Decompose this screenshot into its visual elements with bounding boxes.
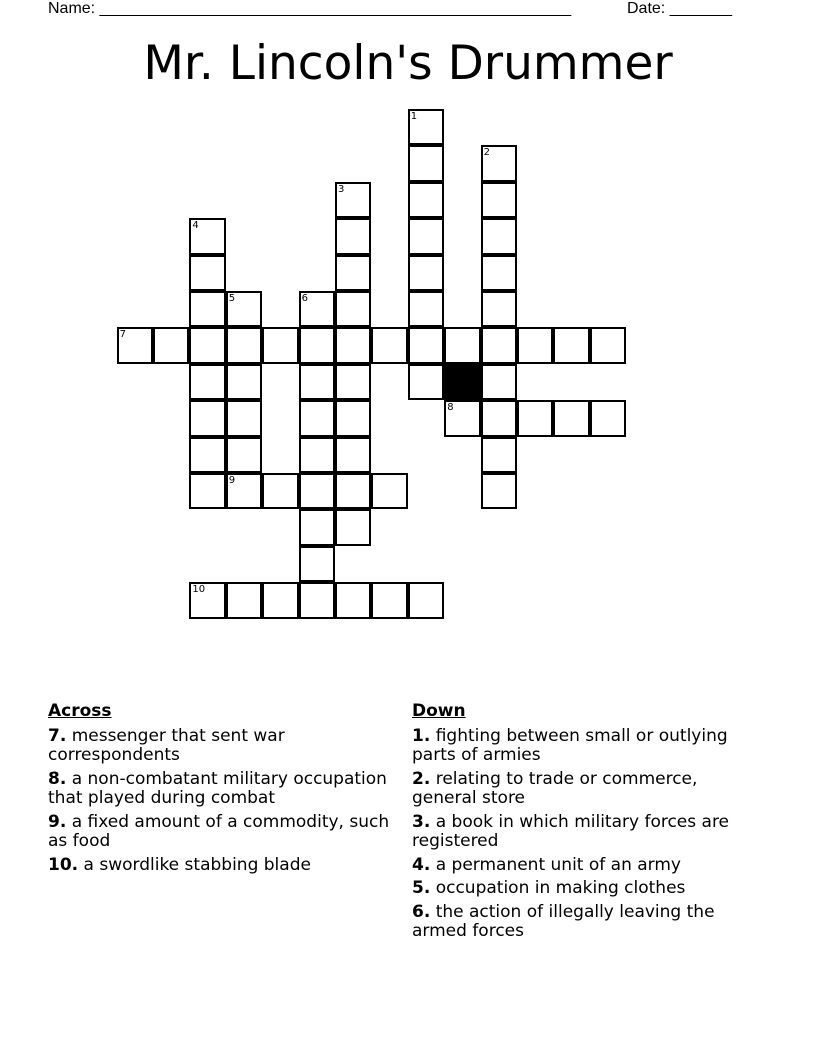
grid-cell[interactable] bbox=[408, 145, 444, 181]
grid-cell[interactable] bbox=[189, 255, 225, 291]
grid-cell[interactable] bbox=[335, 473, 371, 509]
grid-cell[interactable] bbox=[189, 218, 225, 254]
grid-cell[interactable] bbox=[553, 327, 589, 363]
grid-cell[interactable] bbox=[226, 364, 262, 400]
grid-cell[interactable] bbox=[408, 182, 444, 218]
grid-cell[interactable] bbox=[408, 327, 444, 363]
grid-cell[interactable] bbox=[299, 400, 335, 436]
grid-cell[interactable] bbox=[299, 546, 335, 582]
grid-cell[interactable] bbox=[371, 582, 407, 618]
grid-cell[interactable] bbox=[408, 291, 444, 327]
grid-cell[interactable] bbox=[226, 473, 262, 509]
name-field[interactable]: Name: _____________________________________________________ bbox=[48, 0, 572, 17]
clue-number: 7 bbox=[119, 329, 126, 341]
clue-text: a permanent unit of an army bbox=[435, 854, 681, 875]
grid-cell[interactable] bbox=[299, 582, 335, 618]
clue-number: 9 bbox=[228, 475, 236, 486]
grid-cell[interactable] bbox=[481, 255, 517, 291]
grid-cell[interactable] bbox=[299, 473, 335, 509]
across-clue bbox=[48, 856, 398, 876]
clue-text: a swordlike stabbing blade bbox=[83, 854, 311, 875]
grid-cell[interactable] bbox=[371, 473, 407, 509]
down-clue bbox=[412, 856, 762, 876]
grid-cell[interactable] bbox=[481, 473, 517, 509]
grid-cell[interactable] bbox=[335, 291, 371, 327]
clue-number: 6 bbox=[301, 293, 308, 304]
across-clue bbox=[48, 770, 398, 809]
puzzle-title: Mr. Lincoln's Drummer bbox=[143, 36, 673, 91]
grid-cell[interactable] bbox=[481, 400, 517, 436]
grid-cell[interactable] bbox=[299, 327, 335, 363]
clue-label-number: 9. bbox=[48, 811, 67, 832]
down-heading: Down bbox=[412, 701, 466, 721]
clue-number: 4 bbox=[192, 220, 199, 232]
grid-cell[interactable] bbox=[408, 582, 444, 618]
grid-cell[interactable] bbox=[481, 327, 517, 363]
grid-cell[interactable] bbox=[335, 400, 371, 436]
clue-text: a fixed amount of a commodity, such as food bbox=[48, 811, 390, 851]
grid-cell[interactable] bbox=[590, 327, 626, 363]
grid-cell[interactable] bbox=[226, 327, 262, 363]
grid-cell[interactable] bbox=[408, 218, 444, 254]
grid-cell[interactable] bbox=[408, 255, 444, 291]
grid-cell[interactable] bbox=[481, 145, 517, 181]
across-clue bbox=[48, 727, 398, 766]
down-clues bbox=[412, 702, 762, 946]
grid-cell[interactable] bbox=[444, 327, 480, 363]
grid-cell[interactable] bbox=[335, 182, 371, 218]
grid-cell[interactable] bbox=[335, 509, 371, 545]
grid-cell[interactable] bbox=[335, 582, 371, 618]
grid-cell[interactable] bbox=[335, 327, 371, 363]
grid-cell[interactable] bbox=[444, 400, 480, 436]
grid-cell[interactable] bbox=[299, 509, 335, 545]
clue-label-number: 4. bbox=[412, 854, 431, 875]
grid-cell[interactable] bbox=[481, 291, 517, 327]
grid-cell[interactable] bbox=[335, 364, 371, 400]
across-clue bbox=[48, 813, 398, 852]
clue-number: 2 bbox=[483, 147, 490, 159]
clue-text: fighting between small or outlying parts of armies bbox=[412, 725, 728, 765]
clue-label-number: 3. bbox=[412, 811, 431, 832]
grid-block bbox=[444, 364, 480, 400]
grid-cell[interactable] bbox=[189, 291, 225, 327]
grid-cell[interactable] bbox=[481, 182, 517, 218]
grid-cell[interactable] bbox=[117, 327, 153, 363]
down-clue bbox=[412, 879, 762, 899]
down-clue bbox=[412, 813, 762, 852]
grid-cell[interactable] bbox=[481, 364, 517, 400]
grid-cell[interactable] bbox=[335, 437, 371, 473]
clue-label-number: 2. bbox=[412, 768, 431, 789]
grid-cell[interactable] bbox=[299, 437, 335, 473]
clue-number: 10 bbox=[192, 584, 206, 596]
clue-label-number: 8. bbox=[48, 768, 67, 789]
clue-label-number: 1. bbox=[412, 725, 431, 746]
grid-cell[interactable] bbox=[408, 109, 444, 145]
across-heading: Across bbox=[48, 701, 112, 721]
grid-cell[interactable] bbox=[481, 218, 517, 254]
grid-cell[interactable] bbox=[153, 327, 189, 363]
grid-cell[interactable] bbox=[226, 291, 262, 327]
down-clue bbox=[412, 770, 762, 809]
date-field[interactable]: Date: _______ bbox=[627, 0, 732, 17]
grid-cell[interactable] bbox=[189, 437, 225, 473]
clue-number: 8 bbox=[447, 402, 454, 414]
down-clue bbox=[412, 903, 762, 942]
grid-cell[interactable] bbox=[335, 255, 371, 291]
clue-text: a non-combatant military occupation that played during combat bbox=[48, 768, 387, 808]
grid-cell[interactable] bbox=[335, 218, 371, 254]
clue-number: 3 bbox=[338, 183, 345, 195]
grid-cell[interactable] bbox=[517, 327, 553, 363]
grid-cell[interactable] bbox=[189, 364, 225, 400]
grid-cell[interactable] bbox=[189, 400, 225, 436]
clue-text: relating to trade or commerce, general store bbox=[412, 768, 698, 808]
grid-cell[interactable] bbox=[189, 327, 225, 363]
grid-cell[interactable] bbox=[226, 400, 262, 436]
clue-number: 5 bbox=[228, 293, 236, 304]
clue-label-number: 6. bbox=[412, 901, 431, 922]
clue-label-number: 5. bbox=[412, 878, 431, 898]
grid-cell[interactable] bbox=[226, 437, 262, 473]
grid-cell[interactable] bbox=[299, 364, 335, 400]
grid-cell[interactable] bbox=[481, 437, 517, 473]
grid-cell[interactable] bbox=[262, 327, 298, 363]
down-clue bbox=[412, 727, 762, 766]
down-clue-list bbox=[412, 727, 762, 942]
clue-text: a book in which military forces are registered bbox=[412, 811, 730, 851]
across-clue-list bbox=[48, 727, 398, 876]
grid-cell[interactable] bbox=[189, 473, 225, 509]
across-clues bbox=[48, 702, 398, 879]
clue-text: messenger that sent war correspondents bbox=[48, 725, 285, 765]
grid-cell[interactable] bbox=[226, 582, 262, 618]
grid-cell[interactable] bbox=[262, 582, 298, 618]
clue-text: the action of illegally leaving the armed forces bbox=[412, 901, 715, 941]
grid-cell[interactable] bbox=[299, 291, 335, 327]
clue-text: occupation in making clothes bbox=[435, 878, 686, 898]
grid-cell[interactable] bbox=[517, 400, 553, 436]
grid-cell[interactable] bbox=[590, 400, 626, 436]
grid-cell[interactable] bbox=[262, 473, 298, 509]
clue-label-number: 7. bbox=[48, 725, 67, 746]
clue-label-number: 10. bbox=[48, 854, 79, 875]
grid-cell[interactable] bbox=[408, 364, 444, 400]
grid-cell[interactable] bbox=[553, 400, 589, 436]
clue-number: 1 bbox=[410, 111, 418, 122]
grid-cell[interactable] bbox=[371, 327, 407, 363]
grid-cell[interactable] bbox=[189, 582, 225, 618]
